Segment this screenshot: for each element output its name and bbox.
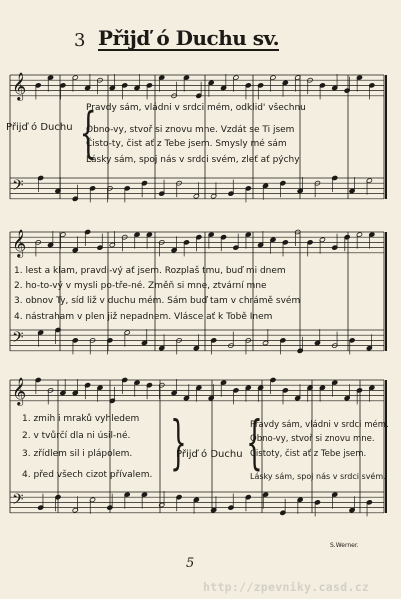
verse-line-1-3: Čisto-ty, čist ať z Tebe jsem. Smysly mé sám (86, 139, 287, 149)
verse-line-2-1: 1. lest a klam, pravdi-vý ať jsem. Rozplaš tmu, buď mi dnem (14, 266, 286, 276)
brace-1: { (79, 101, 97, 164)
song-number: 3 (74, 30, 86, 51)
verse-line-1-2: Obno-vy, stvoř si znovu mne. Vzdát se Ti jsem (86, 125, 295, 135)
verse-line-3-1: 1. zmih i mraků vyhledem (22, 414, 140, 424)
refrain-line-3-3: Čistoty, čist ať z Tebe jsem. (250, 449, 367, 459)
system-1-bass-clef: 𝄢 (12, 177, 24, 198)
verse-line-3-2: 2. v tvůrčí dla ni úsil-né. (22, 431, 131, 441)
verse-line-2-3: 3. obnov Ty, síd liž v duchu mém. Sám buď tam v chrámě svém (14, 296, 301, 306)
website-watermark: http://zpevniky.casd.cz (203, 580, 370, 594)
lead-text-1: Přijď ó Duchu (6, 122, 73, 133)
lead-text-3: Přijď ó Duchu (176, 449, 243, 460)
system-2-bass-clef: 𝄢 (12, 329, 24, 350)
verse-line-3-3: 3. zřídlem sil i plápolem. (22, 449, 133, 459)
system-3-bass-clef: 𝄢 (12, 491, 24, 512)
system-3-treble-clef: 𝄞 (12, 377, 27, 405)
verse-line-2-4: 4. nástraham v plen již nepadnem. Vlásce ať k Tobě Inem (14, 312, 273, 322)
brace-3: } (170, 408, 187, 476)
refrain-line-3-1: Pravdy sám, vládni v srdci mém. (250, 420, 389, 430)
system-2-treble-clef: 𝄞 (12, 229, 27, 257)
verse-line-2-2: 2. ho-to-vý v mysli po-tře-né. Změň si mne, ztvární mne (14, 281, 267, 291)
verse-line-1-1: Pravdy sám, vládni v srdci mém, odklid' všechnu (86, 103, 306, 113)
page-number: 5 (186, 556, 195, 571)
composer-name: S.Werner. (330, 542, 359, 549)
brace-3b: { (246, 408, 263, 476)
system-1-treble-clef: 𝄞 (12, 72, 27, 100)
song-title: Přijď ó Duchu sv. (98, 26, 280, 50)
refrain-line-3-4: Lásky sám, spoj nás v srdci svém. (250, 472, 386, 481)
verse-line-1-4: Lásky sám, spoj nás v srdci svém, zleť ať pýchy (86, 155, 300, 165)
refrain-line-3-2: Obno-vy, stvoř si znovu mne. (250, 434, 375, 444)
verse-line-3-4: 4. před všech cizot přívalem. (22, 470, 153, 480)
